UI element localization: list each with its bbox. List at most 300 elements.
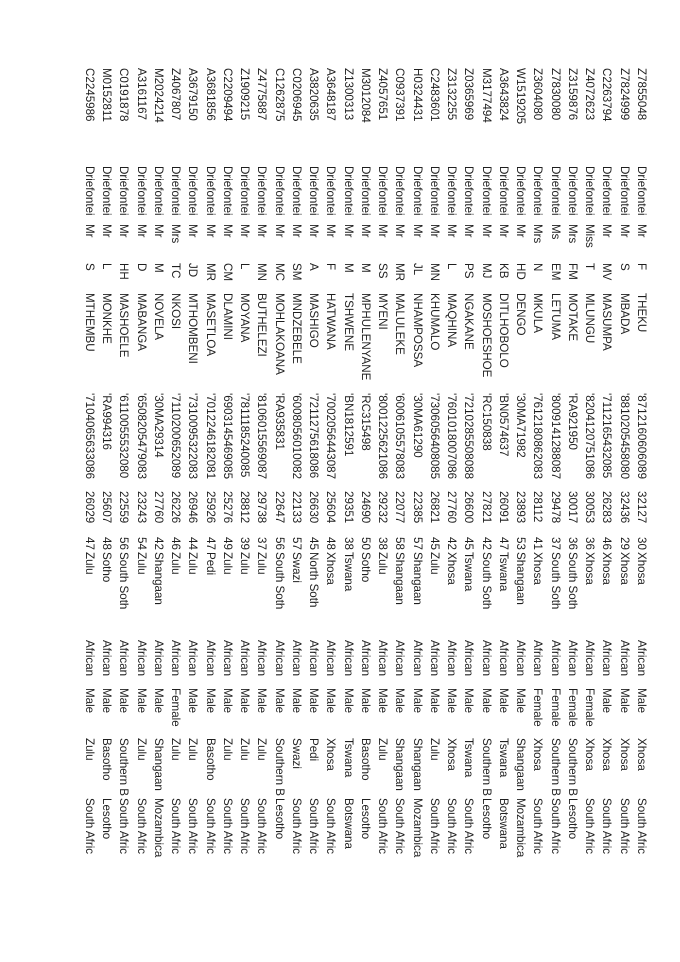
cell-id-number: '8712160606089 [634,393,648,480]
cell-ethnicity: Zulu [82,738,96,761]
cell-ethnicity: Xhosa [324,738,338,771]
cell-language: Zulu [186,552,200,575]
cell-town: Driefontei [134,166,148,216]
cell-code: 28112 [531,491,545,523]
cell-age: 44 [186,537,200,550]
cell-title: Mr [220,224,234,238]
table-row [391,68,408,858]
cell-race: African [427,640,441,677]
cell-surname: MPHULENYANE [358,293,372,381]
cell-surname: MASETLOA [203,293,217,357]
cell-nationality: South Afric [445,798,459,855]
cell-id-number: '6903145469085 [220,393,234,480]
cell-initials: M [151,263,165,273]
cell-surname: MTHOMBENI [186,293,200,364]
cell-age: 46 [169,537,183,550]
cell-code: 30017 [565,491,579,524]
cell-code: 26946 [186,491,200,524]
cell-id: A3648187 [324,68,338,121]
cell-language: Sotho [358,552,372,583]
cell-initials: F [634,263,648,271]
cell-nationality: Lesotho [272,798,286,840]
cell-title: Mr [255,224,269,238]
cell-id: Z4072623 [583,68,597,121]
cell-title: Mr [427,224,441,238]
cell-initials: MR [393,263,407,282]
cell-initials: A [307,263,321,271]
cell-code: 25604 [324,491,338,524]
cell-code: 25276 [220,491,234,524]
cell-initials: M [358,263,372,273]
cell-gender: Male [617,688,631,714]
cell-gender: Male [324,688,338,714]
cell-town: Driefontei [324,166,338,216]
cell-initials: S [82,263,96,271]
cell-id-number: '7112165432085 [600,393,614,479]
cell-id: M3012084 [358,68,372,123]
cell-code: 22647 [272,491,286,524]
cell-initials: PS [462,263,476,279]
cell-id: M0152811 [100,68,114,122]
cell-code: 22559 [117,491,131,524]
cell-language: Zulu [134,552,148,575]
cell-surname: MBADA [617,293,631,335]
cell-code: 29738 [255,491,269,524]
cell-age: 54 [134,537,148,550]
cell-language: South Soth [117,552,131,610]
cell-town: Driefontei [376,166,390,216]
cell-gender: Male [117,688,131,714]
cell-ethnicity: Zulu [169,738,183,761]
cell-nationality: South Afric [393,798,407,855]
cell-race: African [358,640,372,677]
cell-code: 26283 [600,491,614,524]
cell-title: Mr [134,224,148,238]
cell-id: W1519205 [514,68,528,125]
cell-title: Mr [307,224,321,238]
cell-id-number: '7110200652089 [169,393,183,479]
cell-surname: MAQHINA [445,293,459,348]
cell-ethnicity: Southern B [548,738,562,797]
cell-surname: MOHLAKOANA [272,293,286,375]
cell-language: Tswana [341,552,355,592]
table-row [581,68,598,858]
cell-gender: Male [134,688,148,714]
cell-title: Mr [634,224,648,238]
cell-nationality: South Afric [307,798,321,855]
cell-initials: F [324,263,338,271]
cell-surname: BUTHELEZI [255,293,269,357]
cell-race: African [186,640,200,677]
cell-code: 26600 [462,491,476,524]
cell-title: Mr [514,224,528,238]
cell-title: Mr [462,224,476,238]
cell-gender: Male [514,688,528,714]
cell-code: 29351 [341,491,355,524]
cell-language: Xhosa [445,552,459,585]
cell-title: Mr [341,224,355,238]
cell-initials: D [134,263,148,272]
cell-nationality: South Afric [634,798,648,855]
cell-surname: NKOSI [169,293,183,330]
cell-race: African [462,640,476,677]
cell-id: Z4775887 [255,68,269,121]
cell-id: C2263794 [600,68,614,122]
cell-code: 27760 [151,491,165,524]
cell-ethnicity: Zulu [134,738,148,761]
table-row [202,68,219,858]
table-row [115,68,132,858]
cell-surname: LETUMA [548,293,562,341]
cell-town: Driefontei [427,166,441,216]
cell-race: African [376,640,390,677]
cell-nationality: South Afric [203,798,217,855]
cell-nationality: South Afric [548,798,562,855]
cell-gender: Male [496,688,510,714]
cell-id-number: '30MA71982 [514,393,528,458]
cell-code: 26821 [427,491,441,524]
cell-title: Mr [376,224,390,238]
cell-ethnicity: Swazi [289,738,303,769]
cell-id: M2024214 [151,68,165,123]
table-row [81,68,98,858]
cell-title: Mrs [169,224,183,244]
cell-town: Driefontei [600,166,614,216]
cell-id-number: '7002056443087 [324,393,338,480]
cell-surname: HATWANA [324,293,338,350]
cell-surname: MASHOELE [117,293,131,358]
cell-race: African [255,640,269,677]
cell-race: African [565,640,579,677]
cell-age: 41 [531,537,545,550]
cell-initials: S [617,263,631,271]
table-row [495,68,512,858]
table-row [305,68,322,858]
cell-gender: Male [151,688,165,714]
cell-town: Driefontei [255,166,269,216]
cell-ethnicity: Basotho [203,738,217,781]
cell-nationality: Lesotho [479,798,493,840]
cell-title: Mr [479,224,493,238]
cell-race: African [583,640,597,677]
cell-surname: MOYANA [238,293,252,343]
cell-ethnicity: Zulu [238,738,252,761]
cell-age: 49 [220,537,234,550]
cell-id-number: '7601018007086 [445,393,459,480]
cell-title: Mr [186,224,200,238]
cell-nationality: South Afric [427,798,441,855]
cell-surname: MTHEMBU [82,293,96,352]
cell-initials: MJ [479,263,493,279]
employee-table [81,68,650,858]
cell-id: C0191878 [117,68,131,122]
cell-code: 22077 [393,491,407,524]
cell-id: C0206945 [289,68,303,122]
cell-age: 36 [583,537,597,550]
cell-initials: JD [186,263,200,278]
cell-town: Driefontei [583,166,597,216]
table-row [236,68,253,858]
cell-race: African [393,640,407,677]
cell-title: Mr [151,224,165,238]
cell-language: Shangaan [151,552,165,605]
cell-gender: Male [220,688,234,714]
cell-town: Driefontei [634,166,648,216]
cell-id: C2245986 [82,68,96,122]
cell-id-number: '30MA29314 [151,393,165,458]
cell-ethnicity: Zulu [220,738,234,761]
cell-gender: Male [479,688,493,714]
cell-surname: KHUMALO [427,293,441,351]
cell-race: African [548,640,562,677]
table-row [426,68,443,858]
cell-initials: MR [203,263,217,282]
cell-nationality: South Afric [617,798,631,855]
cell-id-number: '8001225621086 [376,393,390,480]
cell-surname: NOVELA [151,293,165,341]
cell-surname: THEKU [634,293,648,333]
table-row [288,68,305,858]
cell-gender: Male [427,688,441,714]
cell-title: Mr [410,224,424,238]
cell-age: 38 [341,537,355,550]
cell-title: Mr [238,224,252,238]
cell-town: Driefontei [445,166,459,216]
cell-gender: Male [634,688,648,714]
cell-title: Mr [289,224,303,238]
cell-title: Mr [358,224,372,238]
cell-gender: Male [255,688,269,714]
cell-title: Mr [272,224,286,238]
table-row [547,68,564,858]
cell-ethnicity: Xhosa [531,738,545,771]
cell-age: 56 [272,537,286,550]
cell-town: Driefontei [548,166,562,216]
cell-gender: Male [203,688,217,714]
cell-code: 32127 [634,491,648,524]
cell-id: Z3159876 [565,68,579,121]
table-row [322,68,339,858]
cell-race: African [117,640,131,677]
cell-age: 39 [238,537,252,550]
cell-town: Driefontei [238,166,252,216]
cell-language: Pedi [203,552,217,576]
cell-race: African [600,640,614,677]
cell-surname: MNDZEBELE [289,293,303,364]
cell-town: Driefontei [479,166,493,216]
cell-nationality: Botswana [496,798,510,849]
cell-id-number: 'RA935831 [272,393,286,451]
cell-nationality: Mozambica [151,798,165,858]
cell-town: Driefontei [358,166,372,216]
cell-race: African [203,640,217,677]
cell-title: Mr [82,224,96,238]
cell-age: 38 [376,537,390,550]
cell-town: Driefontei [531,166,545,216]
cell-nationality: Mozambica [514,798,528,858]
cell-ethnicity: Xhosa [617,738,631,771]
cell-surname: DITLHOBOLO [496,293,510,368]
cell-surname: MOSHOESHOE [479,293,493,378]
cell-title: Mr [600,224,614,238]
cell-language: Xhosa [583,552,597,585]
cell-gender: Female [583,688,597,727]
cell-id: Z4057651 [376,68,390,121]
cell-gender: Male [410,688,424,714]
cell-town: Driefontei [82,166,96,216]
cell-id: A3161167 [134,68,148,121]
cell-ethnicity: Tswana [462,738,476,778]
cell-age: 57 [410,537,424,550]
cell-code: 30053 [583,491,597,524]
cell-race: African [289,640,303,677]
cell-code: 26029 [82,491,96,524]
cell-nationality: South Afric [186,798,200,855]
cell-race: African [324,640,338,677]
cell-ethnicity: Shangaan [393,738,407,791]
cell-id: C2483601 [427,68,441,122]
cell-age: 37 [548,537,562,550]
cell-nationality: South Afric [255,798,269,855]
cell-race: African [151,640,165,677]
cell-town: Driefontei [565,166,579,216]
cell-ethnicity: Tswana [496,738,510,778]
cell-initials: EM [548,263,562,281]
cell-ethnicity: Southern B [565,738,579,797]
cell-race: African [617,640,631,677]
table-row [443,68,460,858]
cell-ethnicity: Zulu [186,738,200,761]
cell-ethnicity: Southern B [272,738,286,797]
cell-age: 48 [324,537,338,550]
cell-code: 22133 [289,491,303,524]
cell-language: Zulu [427,552,441,575]
cell-surname: DENGO [514,293,528,336]
cell-age: 58 [393,537,407,550]
cell-gender: Male [82,688,96,714]
cell-code: 28812 [238,491,252,524]
cell-ethnicity: Southern B [479,738,493,797]
cell-surname: DLAMINI [220,293,234,341]
cell-language: Zulu [82,552,96,575]
cell-gender: Male [341,688,355,714]
cell-gender: Male [186,688,200,714]
cell-ethnicity: Basotho [100,738,114,781]
cell-id: Z3604080 [531,68,545,121]
cell-language: Swazi [289,552,303,583]
cell-initials: KB [496,263,510,279]
cell-initials: JL [410,263,424,276]
cell-id-number: '8106015569087 [255,393,269,480]
cell-language: Shangaan [514,552,528,605]
cell-code: 25926 [203,491,217,524]
cell-id-number: 'RC315498 [358,393,372,451]
cell-initials: SS [376,263,390,279]
cell-race: African [634,640,648,677]
cell-title: Mr [617,224,631,238]
cell-title: Miss [583,224,597,248]
cell-title: Mr [496,224,510,238]
table-row [150,68,167,858]
cell-id-number: '7612180862083 [531,393,545,480]
cell-race: African [238,640,252,677]
cell-ethnicity: Shangaan [514,738,528,791]
cell-nationality: South Afric [600,798,614,855]
cell-town: Driefontei [289,166,303,216]
cell-title: Ms [548,224,562,240]
cell-id-number: '8009141288087 [548,393,562,480]
cell-race: African [514,640,528,677]
cell-ethnicity: Zulu [255,738,269,761]
cell-language: Tswana [496,552,510,592]
cell-id: M3177494 [479,68,493,123]
cell-title: Mr [445,224,459,238]
cell-language: Xhosa [600,552,614,585]
employee-table-body [81,68,650,858]
cell-id-number: '7811185240085 [238,393,252,478]
cell-gender: Male [445,688,459,714]
cell-language: Xhosa [531,552,545,585]
cell-nationality: South Afric [220,798,234,855]
cell-initials: SM [289,263,303,281]
cell-age: 57 [289,537,303,550]
cell-id: C1262875 [272,68,286,122]
cell-id: A3681856 [203,68,217,121]
cell-nationality: Mozambica [410,798,424,858]
cell-code: 25607 [100,491,114,524]
cell-ethnicity: Xhosa [583,738,597,771]
cell-title: Mrs [531,224,545,244]
cell-town: Driefontei [617,166,631,216]
cell-gender: Female [169,688,183,727]
cell-language: Shangaan [410,552,424,605]
table-row [253,68,270,858]
cell-id-number: '6006105578083 [393,393,407,480]
cell-age: 46 [600,537,614,550]
cell-language: Zulu [376,552,390,575]
cell-town: Driefontei [514,166,528,216]
table-row [98,68,115,858]
cell-age: 42 [479,537,493,550]
cell-id-number: 'RA994316 [100,393,114,451]
cell-gender: Male [376,688,390,714]
table-row [271,68,288,858]
cell-race: African [307,640,321,677]
cell-code: 23243 [134,491,148,524]
cell-age: 53 [514,537,528,550]
cell-gender: Female [531,688,545,727]
cell-gender: Male [393,688,407,714]
cell-age: 56 [117,537,131,550]
cell-nationality: Botswana [341,798,355,849]
cell-initials: M [341,263,355,273]
cell-id-number: '8204120751086 [583,393,597,480]
cell-id-number: '7012246182081 [203,393,217,480]
cell-nationality: Lesotho [358,798,372,840]
cell-surname: NGAKANE [462,293,476,350]
cell-code: 22385 [410,491,424,524]
cell-age: 42 [151,537,165,550]
cell-language: Sotho [100,552,114,583]
cell-surname: MASHIGO [307,293,321,348]
cell-id: Z3132255 [445,68,459,121]
cell-nationality: Lesotho [100,798,114,840]
cell-initials: T [583,263,597,271]
cell-language: Xhosa [617,552,631,585]
cell-code: 23893 [514,491,528,524]
cell-ethnicity: Shangaan [410,738,424,791]
cell-surname: MOTAKE [565,293,579,342]
